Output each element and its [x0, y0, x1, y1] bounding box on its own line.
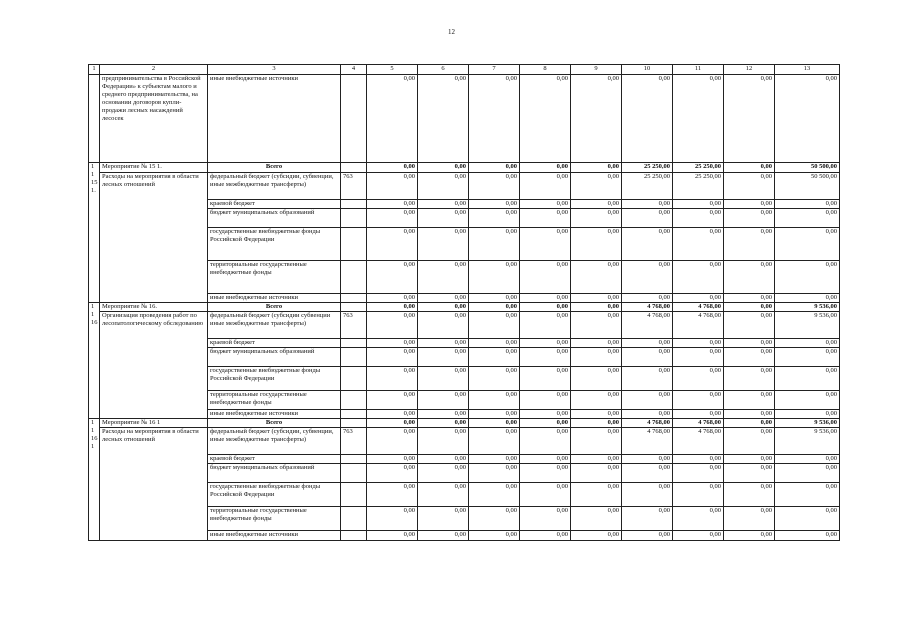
amount-cell: 0,00	[571, 410, 622, 419]
amount-cell: 0,00	[673, 348, 724, 367]
amount-cell: 25 250,00	[622, 173, 673, 200]
amount-cell: 0,00	[724, 419, 775, 428]
amount-cell: 0,00	[367, 200, 418, 209]
amount-cell: 0,00	[673, 483, 724, 507]
measure-title: Мероприятие № 16 1	[100, 419, 208, 428]
amount-cell: 0,00	[418, 464, 469, 483]
amount-cell: 0,00	[367, 410, 418, 419]
amount-cell: 0,00	[520, 200, 571, 209]
column-header: 8	[520, 65, 571, 75]
amount-cell: 4 768,00	[673, 303, 724, 312]
amount-cell: 0,00	[673, 391, 724, 410]
funding-source: государственные внебюджетные фонды Российской Федерации	[208, 483, 341, 507]
amount-cell: 0,00	[775, 483, 840, 507]
amount-cell: 9 536,00	[775, 419, 840, 428]
amount-cell: 0,00	[520, 261, 571, 294]
amount-cell: 0,00	[367, 339, 418, 348]
amount-cell: 0,00	[418, 419, 469, 428]
amount-cell: 0,00	[775, 209, 840, 228]
amount-cell: 0,00	[367, 419, 418, 428]
amount-cell: 0,00	[418, 410, 469, 419]
amount-cell: 0,00	[571, 348, 622, 367]
amount-cell: 0,00	[367, 261, 418, 294]
amount-cell: 0,00	[724, 228, 775, 261]
table-row	[89, 428, 840, 455]
amount-cell: 0,00	[520, 367, 571, 391]
table-row	[89, 173, 840, 200]
grbs-code	[341, 228, 367, 261]
amount-cell: 0,00	[367, 428, 418, 455]
grbs-code	[341, 209, 367, 228]
amount-cell: 0,00	[673, 410, 724, 419]
column-header: 2	[100, 65, 208, 75]
amount-cell: 0,00	[367, 483, 418, 507]
amount-cell: 0,00	[571, 391, 622, 410]
column-header: 9	[571, 65, 622, 75]
amount-cell: 0,00	[367, 367, 418, 391]
funding-source: иные внебюджетные источники	[208, 531, 341, 541]
amount-cell: 0,00	[775, 410, 840, 419]
amount-cell: 0,00	[520, 294, 571, 303]
amount-cell: 0,00	[469, 367, 520, 391]
amount-cell: 0,00	[673, 531, 724, 541]
amount-cell: 0,00	[724, 200, 775, 209]
amount-cell: 0,00	[775, 464, 840, 483]
funding-source: иные внебюджетные источники	[208, 410, 341, 419]
amount-cell: 0,00	[469, 348, 520, 367]
amount-cell: 0,00	[418, 303, 469, 312]
table-total-row	[89, 419, 840, 428]
amount-cell: 0,00	[775, 531, 840, 541]
amount-cell: 0,00	[775, 391, 840, 410]
amount-cell: 0,00	[571, 428, 622, 455]
row-code: 1 1 15 1.	[89, 163, 100, 303]
amount-cell: 0,00	[673, 294, 724, 303]
amount-cell: 0,00	[520, 348, 571, 367]
amount-cell: 0,00	[724, 464, 775, 483]
table-total-row	[89, 163, 840, 173]
amount-cell: 4 768,00	[622, 419, 673, 428]
amount-cell: 0,00	[520, 507, 571, 531]
amount-cell: 0,00	[775, 367, 840, 391]
amount-cell: 0,00	[724, 261, 775, 294]
amount-cell: 0,00	[571, 531, 622, 541]
amount-cell: 0,00	[571, 483, 622, 507]
amount-cell: 0,00	[520, 209, 571, 228]
column-header: 4	[341, 65, 367, 75]
amount-cell: 0,00	[520, 464, 571, 483]
amount-cell: 0,00	[367, 464, 418, 483]
amount-cell: 0,00	[673, 200, 724, 209]
amount-cell: 4 768,00	[673, 312, 724, 339]
amount-cell: 0,00	[367, 455, 418, 464]
amount-cell: 0,00	[418, 367, 469, 391]
amount-cell: 0,00	[469, 455, 520, 464]
amount-cell: 0,00	[673, 228, 724, 261]
amount-cell: 0,00	[724, 209, 775, 228]
amount-cell: 0,00	[520, 419, 571, 428]
amount-cell: 0,00	[775, 507, 840, 531]
amount-cell: 0,00	[367, 209, 418, 228]
amount-cell: 0,00	[622, 261, 673, 294]
funding-source: территориальные государственные внебюджетные фонды	[208, 391, 341, 410]
table-row	[89, 312, 840, 339]
column-header: 3	[208, 65, 341, 75]
column-header: 12	[724, 65, 775, 75]
amount-cell: 0,00	[622, 531, 673, 541]
amount-cell: 0,00	[571, 312, 622, 339]
amount-cell: 0,00	[673, 75, 724, 163]
amount-cell: 0,00	[418, 228, 469, 261]
amount-cell: 0,00	[418, 163, 469, 173]
amount-cell: 0,00	[520, 303, 571, 312]
amount-cell: 0,00	[418, 173, 469, 200]
amount-cell: 0,00	[571, 163, 622, 173]
amount-cell: 0,00	[775, 228, 840, 261]
amount-cell: 0,00	[571, 75, 622, 163]
grbs-code: 763	[341, 312, 367, 339]
row-code: 1 1 16 1	[89, 419, 100, 541]
budget-table	[88, 64, 840, 541]
amount-cell: 50 500,00	[775, 173, 840, 200]
grbs-code	[341, 200, 367, 209]
grbs-code	[341, 294, 367, 303]
funding-source: иные внебюджетные источники	[208, 294, 341, 303]
measure-description: Организация проведения работ по лесопатологическому обследованию	[100, 312, 208, 419]
grbs-code	[341, 75, 367, 163]
amount-cell: 9 536,00	[775, 303, 840, 312]
funding-source: территориальные государственные внебюджетные фонды	[208, 261, 341, 294]
amount-cell: 0,00	[622, 209, 673, 228]
grbs-code	[341, 348, 367, 367]
amount-cell: 0,00	[622, 455, 673, 464]
amount-cell: 0,00	[418, 294, 469, 303]
grbs-code	[341, 410, 367, 419]
grbs-code	[341, 339, 367, 348]
row-code: 1 1 16	[89, 303, 100, 419]
amount-cell: 0,00	[571, 228, 622, 261]
amount-cell: 0,00	[520, 339, 571, 348]
funding-source: краевой бюджет	[208, 200, 341, 209]
amount-cell: 0,00	[367, 294, 418, 303]
grbs-code: 763	[341, 428, 367, 455]
amount-cell: 50 500,00	[775, 163, 840, 173]
amount-cell: 0,00	[775, 75, 840, 163]
amount-cell: 0,00	[520, 410, 571, 419]
amount-cell: 0,00	[571, 261, 622, 294]
amount-cell: 0,00	[367, 228, 418, 261]
measure-title: Мероприятие № 16.	[100, 303, 208, 312]
amount-cell: 0,00	[520, 75, 571, 163]
funding-source: краевой бюджет	[208, 455, 341, 464]
amount-cell: 0,00	[367, 312, 418, 339]
funding-source: краевой бюджет	[208, 339, 341, 348]
grbs-code	[341, 531, 367, 541]
column-header: 1	[89, 65, 100, 75]
grbs-code	[341, 303, 367, 312]
grbs-code: 763	[341, 173, 367, 200]
table-body	[89, 65, 840, 541]
grbs-code	[341, 391, 367, 410]
amount-cell: 9 536,00	[775, 428, 840, 455]
amount-cell: 0,00	[469, 531, 520, 541]
amount-cell: 0,00	[673, 261, 724, 294]
amount-cell: 0,00	[418, 312, 469, 339]
amount-cell: 0,00	[520, 455, 571, 464]
amount-cell: 0,00	[418, 339, 469, 348]
amount-cell: 25 250,00	[622, 163, 673, 173]
amount-cell: 0,00	[520, 173, 571, 200]
total-label: Всего	[208, 163, 341, 173]
amount-cell: 0,00	[622, 410, 673, 419]
amount-cell: 0,00	[418, 200, 469, 209]
funding-source: бюджет муниципальных образований	[208, 348, 341, 367]
amount-cell: 0,00	[622, 367, 673, 391]
amount-cell: 0,00	[520, 428, 571, 455]
amount-cell: 0,00	[571, 464, 622, 483]
amount-cell: 9 536,00	[775, 312, 840, 339]
funding-source: территориальные государственные внебюджетные фонды	[208, 507, 341, 531]
amount-cell: 4 768,00	[673, 428, 724, 455]
amount-cell: 0,00	[469, 200, 520, 209]
amount-cell: 0,00	[622, 483, 673, 507]
funding-source: федеральный бюджет (субсидии, субвенции, иные межбюджетные трансферты)	[208, 173, 341, 200]
amount-cell: 4 768,00	[622, 312, 673, 339]
grbs-code	[341, 483, 367, 507]
table-row	[89, 75, 840, 163]
amount-cell: 0,00	[418, 483, 469, 507]
amount-cell: 0,00	[469, 228, 520, 261]
grbs-code	[341, 507, 367, 531]
amount-cell: 0,00	[673, 464, 724, 483]
amount-cell: 0,00	[622, 294, 673, 303]
amount-cell: 0,00	[724, 507, 775, 531]
grbs-code	[341, 419, 367, 428]
amount-cell: 0,00	[571, 367, 622, 391]
column-header: 11	[673, 65, 724, 75]
measure-description: предпринимательства в Российской Федерации» к субъектам малого и среднего предпринимательства, на основании договоров купли-продажи лесных насаждений лесосек	[100, 75, 208, 163]
row-code	[89, 75, 100, 163]
page-number: 12	[448, 28, 455, 36]
amount-cell: 0,00	[469, 507, 520, 531]
amount-cell: 4 768,00	[622, 303, 673, 312]
column-header: 5	[367, 65, 418, 75]
amount-cell: 0,00	[622, 228, 673, 261]
amount-cell: 0,00	[520, 312, 571, 339]
amount-cell: 0,00	[724, 303, 775, 312]
amount-cell: 0,00	[775, 261, 840, 294]
amount-cell: 0,00	[724, 339, 775, 348]
amount-cell: 0,00	[724, 348, 775, 367]
amount-cell: 0,00	[469, 339, 520, 348]
grbs-code	[341, 163, 367, 173]
amount-cell: 0,00	[724, 428, 775, 455]
amount-cell: 0,00	[724, 483, 775, 507]
amount-cell: 0,00	[775, 200, 840, 209]
measure-description: Расходы на мероприятия в области лесных отношений	[100, 428, 208, 541]
column-header: 10	[622, 65, 673, 75]
amount-cell: 0,00	[622, 339, 673, 348]
funding-source: бюджет муниципальных образований	[208, 464, 341, 483]
amount-cell: 0,00	[469, 419, 520, 428]
grbs-code	[341, 367, 367, 391]
amount-cell: 0,00	[367, 391, 418, 410]
amount-cell: 0,00	[418, 348, 469, 367]
amount-cell: 0,00	[469, 294, 520, 303]
amount-cell: 0,00	[367, 303, 418, 312]
amount-cell: 0,00	[571, 419, 622, 428]
total-label: Всего	[208, 419, 341, 428]
amount-cell: 0,00	[622, 75, 673, 163]
amount-cell: 0,00	[469, 483, 520, 507]
amount-cell: 0,00	[775, 348, 840, 367]
amount-cell: 0,00	[469, 261, 520, 294]
amount-cell: 0,00	[724, 531, 775, 541]
amount-cell: 0,00	[418, 507, 469, 531]
amount-cell: 0,00	[367, 348, 418, 367]
amount-cell: 0,00	[775, 339, 840, 348]
amount-cell: 0,00	[622, 348, 673, 367]
amount-cell: 0,00	[469, 75, 520, 163]
amount-cell: 0,00	[571, 200, 622, 209]
amount-cell: 0,00	[673, 455, 724, 464]
amount-cell: 0,00	[724, 455, 775, 464]
amount-cell: 0,00	[418, 531, 469, 541]
funding-source: федеральный бюджет (субсидии, субвенции, иные межбюджетные трансферты)	[208, 428, 341, 455]
amount-cell: 0,00	[418, 75, 469, 163]
amount-cell: 0,00	[775, 294, 840, 303]
amount-cell: 0,00	[469, 428, 520, 455]
amount-cell: 0,00	[520, 228, 571, 261]
amount-cell: 0,00	[418, 391, 469, 410]
grbs-code	[341, 455, 367, 464]
amount-cell: 0,00	[571, 339, 622, 348]
amount-cell: 0,00	[520, 531, 571, 541]
amount-cell: 0,00	[469, 173, 520, 200]
column-header: 13	[775, 65, 840, 75]
amount-cell: 4 768,00	[622, 428, 673, 455]
total-label: Всего	[208, 303, 341, 312]
amount-cell: 0,00	[724, 312, 775, 339]
amount-cell: 0,00	[367, 75, 418, 163]
table-total-row	[89, 303, 840, 312]
amount-cell: 0,00	[469, 209, 520, 228]
amount-cell: 0,00	[418, 455, 469, 464]
amount-cell: 4 768,00	[673, 419, 724, 428]
amount-cell: 25 250,00	[673, 173, 724, 200]
amount-cell: 0,00	[418, 261, 469, 294]
amount-cell: 0,00	[622, 200, 673, 209]
funding-source: государственные внебюджетные фонды Российской Федерации	[208, 367, 341, 391]
amount-cell: 0,00	[571, 294, 622, 303]
amount-cell: 0,00	[469, 464, 520, 483]
grbs-code	[341, 464, 367, 483]
amount-cell: 0,00	[673, 507, 724, 531]
amount-cell: 0,00	[724, 163, 775, 173]
grbs-code	[341, 261, 367, 294]
amount-cell: 0,00	[469, 163, 520, 173]
amount-cell: 0,00	[724, 391, 775, 410]
column-header: 7	[469, 65, 520, 75]
amount-cell: 0,00	[469, 303, 520, 312]
amount-cell: 25 250,00	[673, 163, 724, 173]
measure-title: Мероприятие № 15 1.	[100, 163, 208, 173]
funding-source: федеральный бюджет (субсидии субвенции иные межбюджетные трансферты)	[208, 312, 341, 339]
amount-cell: 0,00	[571, 507, 622, 531]
amount-cell: 0,00	[622, 507, 673, 531]
amount-cell: 0,00	[724, 173, 775, 200]
funding-source: государственные внебюджетные фонды Российской Федерации	[208, 228, 341, 261]
amount-cell: 0,00	[367, 507, 418, 531]
amount-cell: 0,00	[775, 455, 840, 464]
amount-cell: 0,00	[673, 367, 724, 391]
column-header-row	[89, 65, 840, 75]
amount-cell: 0,00	[622, 391, 673, 410]
funding-source: бюджет муниципальных образований	[208, 209, 341, 228]
amount-cell: 0,00	[469, 312, 520, 339]
amount-cell: 0,00	[418, 428, 469, 455]
amount-cell: 0,00	[367, 531, 418, 541]
amount-cell: 0,00	[571, 173, 622, 200]
amount-cell: 0,00	[724, 75, 775, 163]
amount-cell: 0,00	[367, 163, 418, 173]
amount-cell: 0,00	[520, 391, 571, 410]
amount-cell: 0,00	[571, 209, 622, 228]
measure-description: Расходы на мероприятия в области лесных отношений	[100, 173, 208, 303]
amount-cell: 0,00	[520, 483, 571, 507]
amount-cell: 0,00	[469, 391, 520, 410]
amount-cell: 0,00	[724, 294, 775, 303]
funding-source: иные внебюджетные источники	[208, 75, 341, 163]
amount-cell: 0,00	[418, 209, 469, 228]
amount-cell: 0,00	[673, 209, 724, 228]
amount-cell: 0,00	[724, 367, 775, 391]
amount-cell: 0,00	[520, 163, 571, 173]
amount-cell: 0,00	[724, 410, 775, 419]
amount-cell: 0,00	[367, 173, 418, 200]
amount-cell: 0,00	[622, 464, 673, 483]
amount-cell: 0,00	[673, 339, 724, 348]
amount-cell: 0,00	[571, 455, 622, 464]
amount-cell: 0,00	[571, 303, 622, 312]
column-header: 6	[418, 65, 469, 75]
amount-cell: 0,00	[469, 410, 520, 419]
